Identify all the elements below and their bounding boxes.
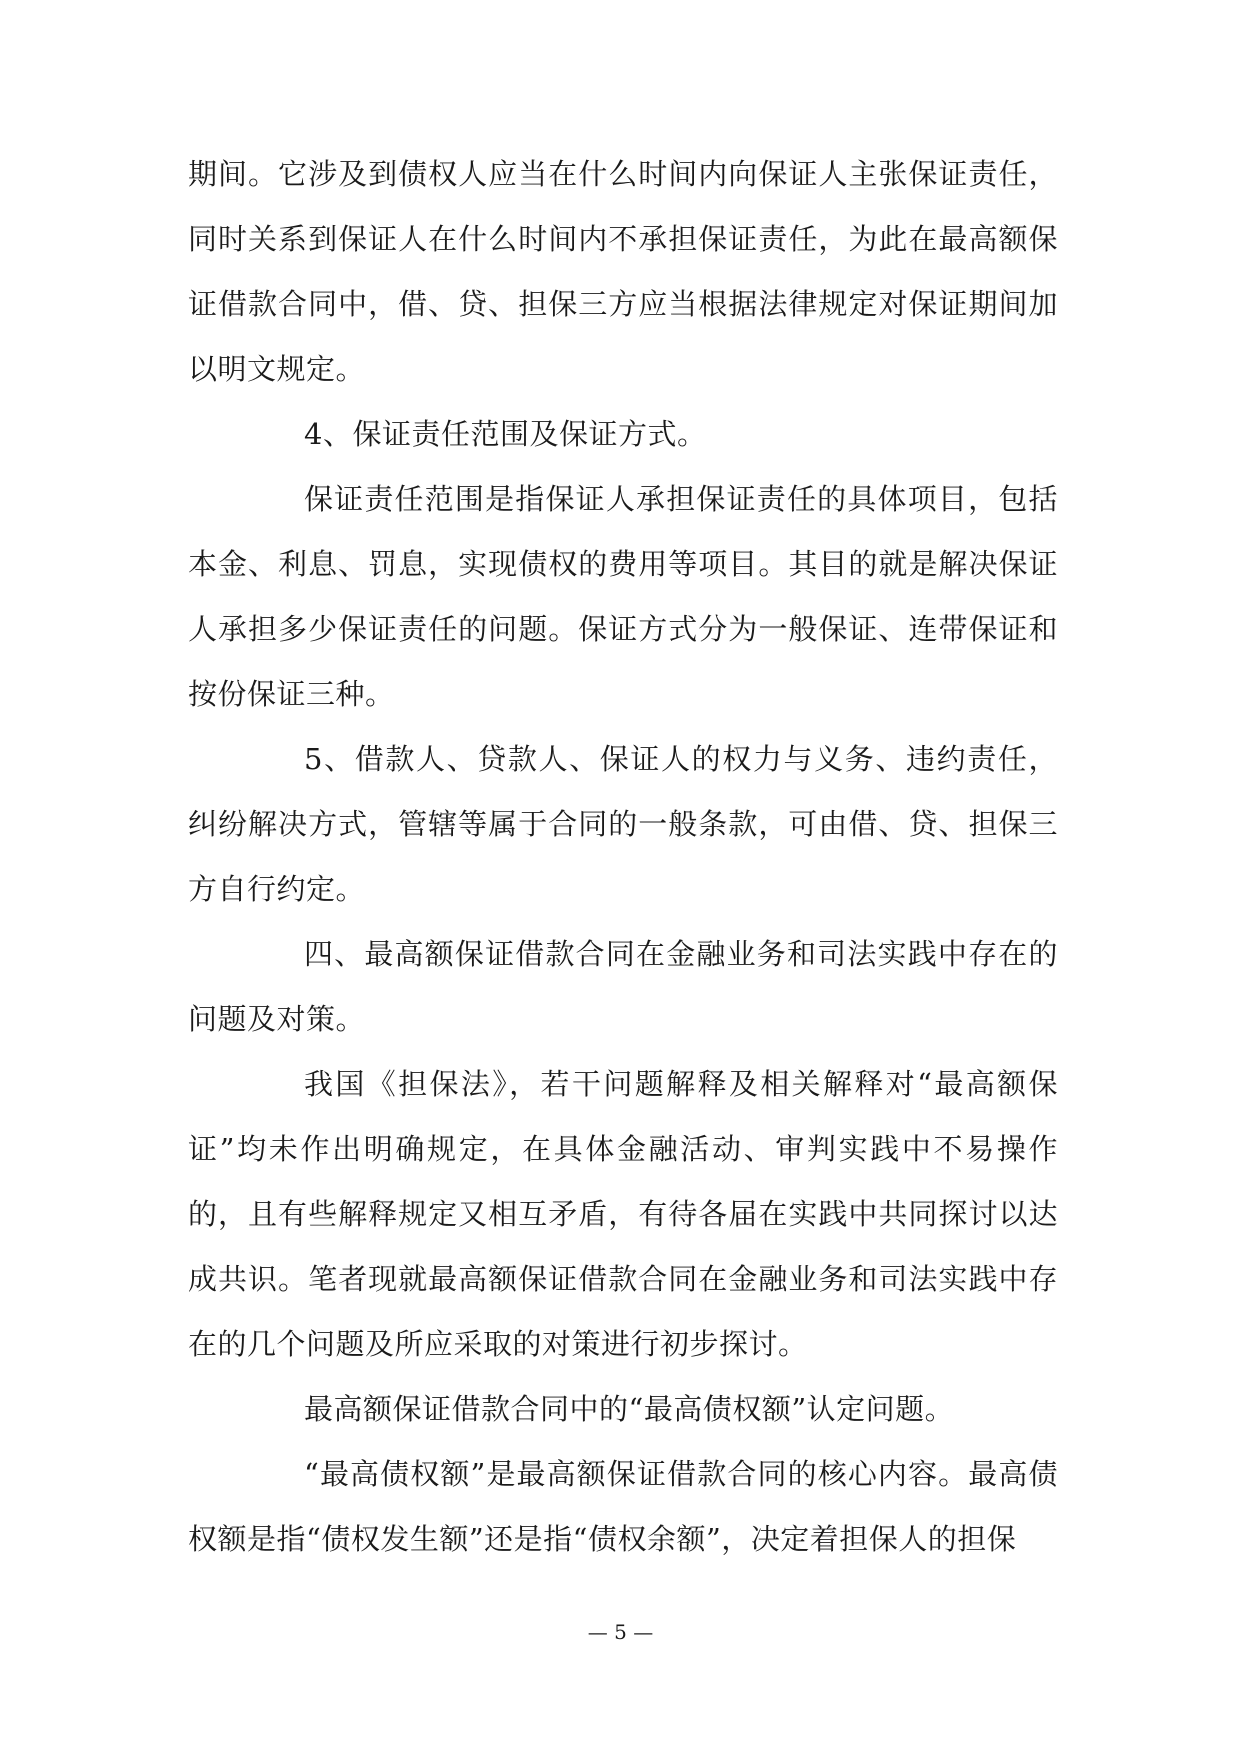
paragraph-section-four-heading: 四、最高额保证借款合同在金融业务和司法实践中存在的问题及对策。 <box>188 937 1058 1036</box>
paragraph-heading-5: 5、借款人、贷款人、保证人的权力与义务、违约责任，纠纷解决方式，管辖等属于合同的一般条款，可由借、贷、担保三方自行约定。 <box>188 742 1058 906</box>
paragraph-continuation: 期间。它涉及到债权人应当在什么时间内向保证人主张保证责任，同时关系到保证人在什么时间内不承担保证责任，为此在最高额保证借款合同中，借、贷、担保三方应当根据法律规定对保证期间加以明文规定。 <box>188 157 1058 386</box>
paragraph-heading-4: 4、保证责任范围及保证方式。 <box>304 417 707 451</box>
paragraph-guarantee-scope: 保证责任范围是指保证人承担保证责任的具体项目，包括本金、利息、罚息，实现债权的费用等项目。其目的就是解决保证人承担多少保证责任的问题。保证方式分为一般保证、连带保证和按份保证三种。 <box>188 482 1058 711</box>
paragraph-guarantee-law: 我国《担保法》，若干问题解释及相关解释对“最高额保证”均未作出明确规定，在具体金融活动、审判实践中不易操作的，且有些解释规定又相互矛盾，有待各届在实践中共同探讨以达成共识。笔者现就最高额保证借款合同在金融业务和司法实践中存在的几个问题及所应采取的对策进行初步探讨。 <box>188 1067 1058 1361</box>
paragraph-max-claim-definition: “最高债权额”是最高额保证借款合同的核心内容。最高债权额是指“债权发生额”还是指“债权余额”，决定着担保人的担保 <box>188 1457 1058 1556</box>
document-body <box>188 142 1058 1572</box>
paragraph-max-claim-issue: 最高额保证借款合同中的“最高债权额”认定问题。 <box>304 1392 955 1426</box>
page-number: — 5 — <box>587 1620 654 1644</box>
